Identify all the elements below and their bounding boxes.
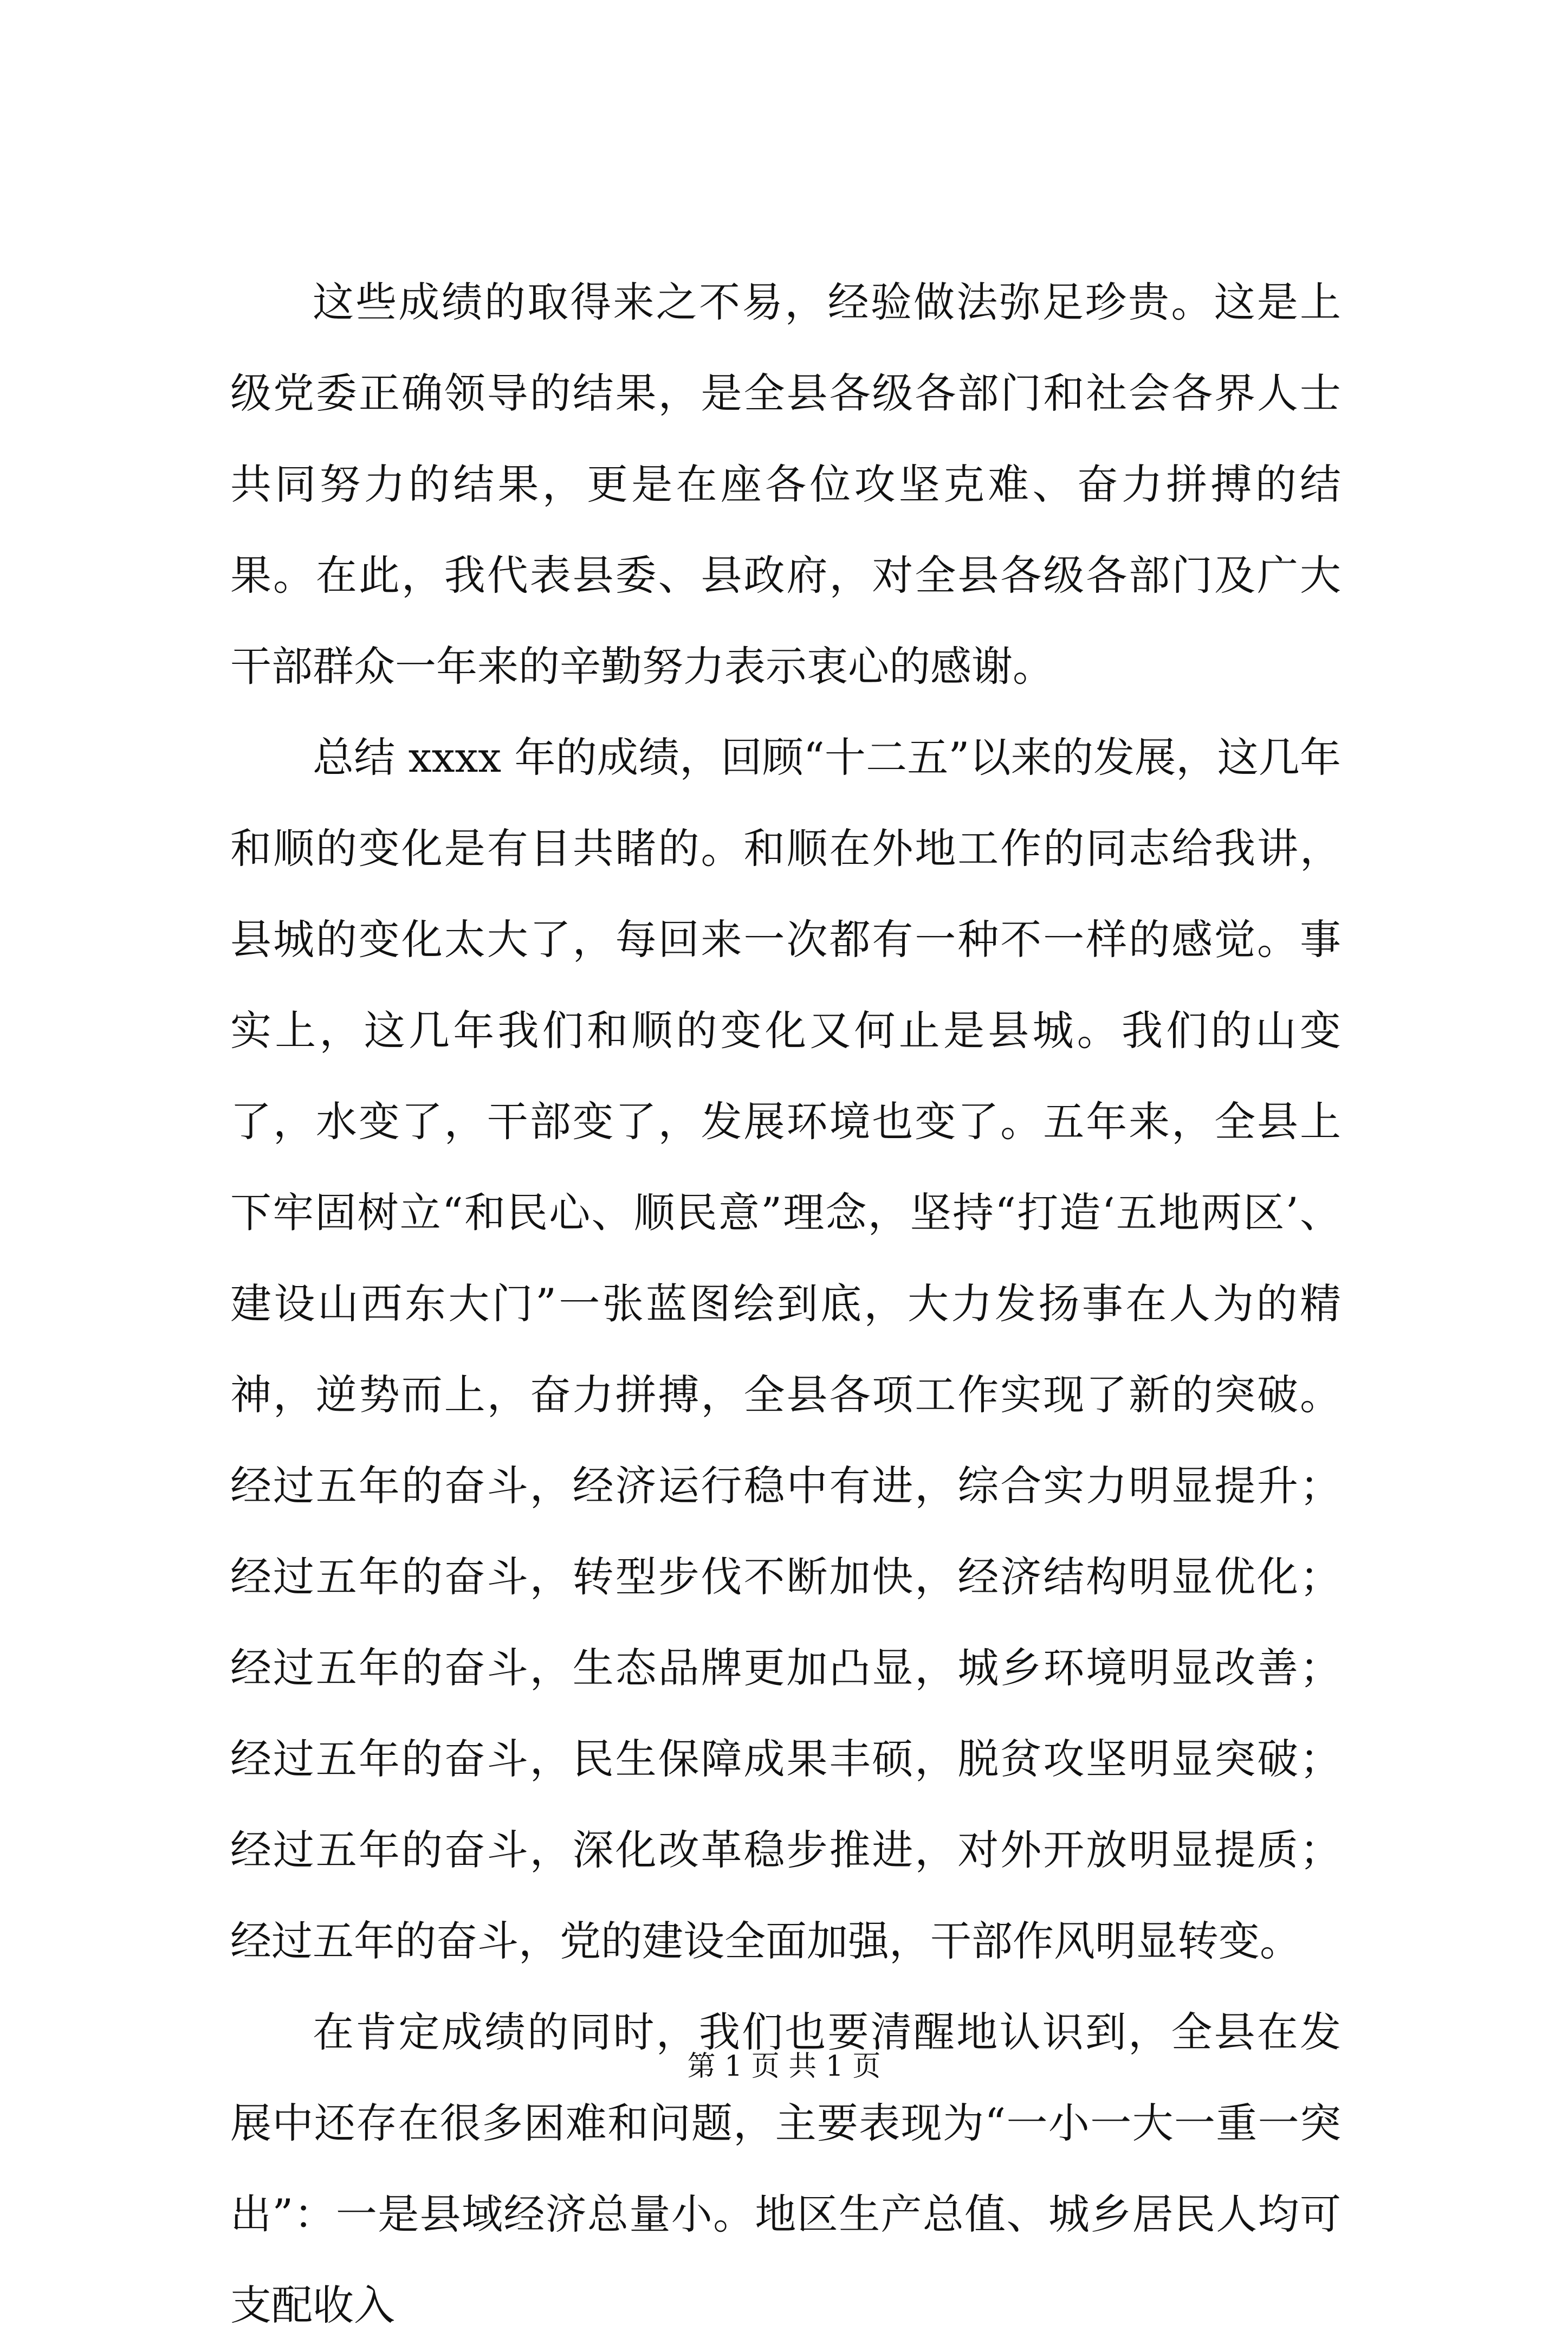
paragraph-2: 总结 xxxx 年的成绩，回顾“十二五”以来的发展，这几年和顺的变化是有目共睹的。和顺在外地工作的同志给我讲，县城的变化太大了，每回来一次都有一种不一样的感觉。事实上，这几年我们和顺的变化又何止是县城。我们的山变了，水变了，干部变了，发展环境也变了。五年来，全县上下牢固树立“和民心、顺民意”理念，坚持“打造‘五地两区’、建设山西东大门”一张蓝图绘到底，大力发扬事在人为的精神，逆势而上，奋力拼搏，全县各项工作实现了新的突破。经过五年的奋斗，经济运行稳中有进，综合实力明显提升；经过五年的奋斗，转型步伐不断加快，经济结构明显优化；经过五年的奋斗，生态品牌更加凸显，城乡环境明显改善；经过五年的奋斗，民生保障成果丰硕，脱贫攻坚明显突破；经过五年的奋斗，深化改革稳步推进，对外开放明显提质；经过五年的奋斗，党的建设全面加强，干部作风明显转变。 [230,733,1341,1965]
document-body [230,257,1341,2351]
paragraph-1: 这些成绩的取得来之不易，经验做法弥足珍贵。这是上级党委正确领导的结果，是全县各级各部门和社会各界人士共同努力的结果，更是在座各位攻坚克难、奋力拼搏的结果。在此，我代表县委、县政府，对全县各级各部门及广大干部群众一年来的辛勤努力表示衷心的感谢。 [230,278,1341,690]
page-footer: 第 1 页 共 1 页 [687,2050,881,2083]
paragraph-3: 在肯定成绩的同时，我们也要清醒地认识到，全县在发展中还存在很多困难和问题，主要表现为“一小一大一重一突出”：一是县域经济总量小。地区生产总值、城乡居民人均可支配收入 [230,2008,1341,2329]
